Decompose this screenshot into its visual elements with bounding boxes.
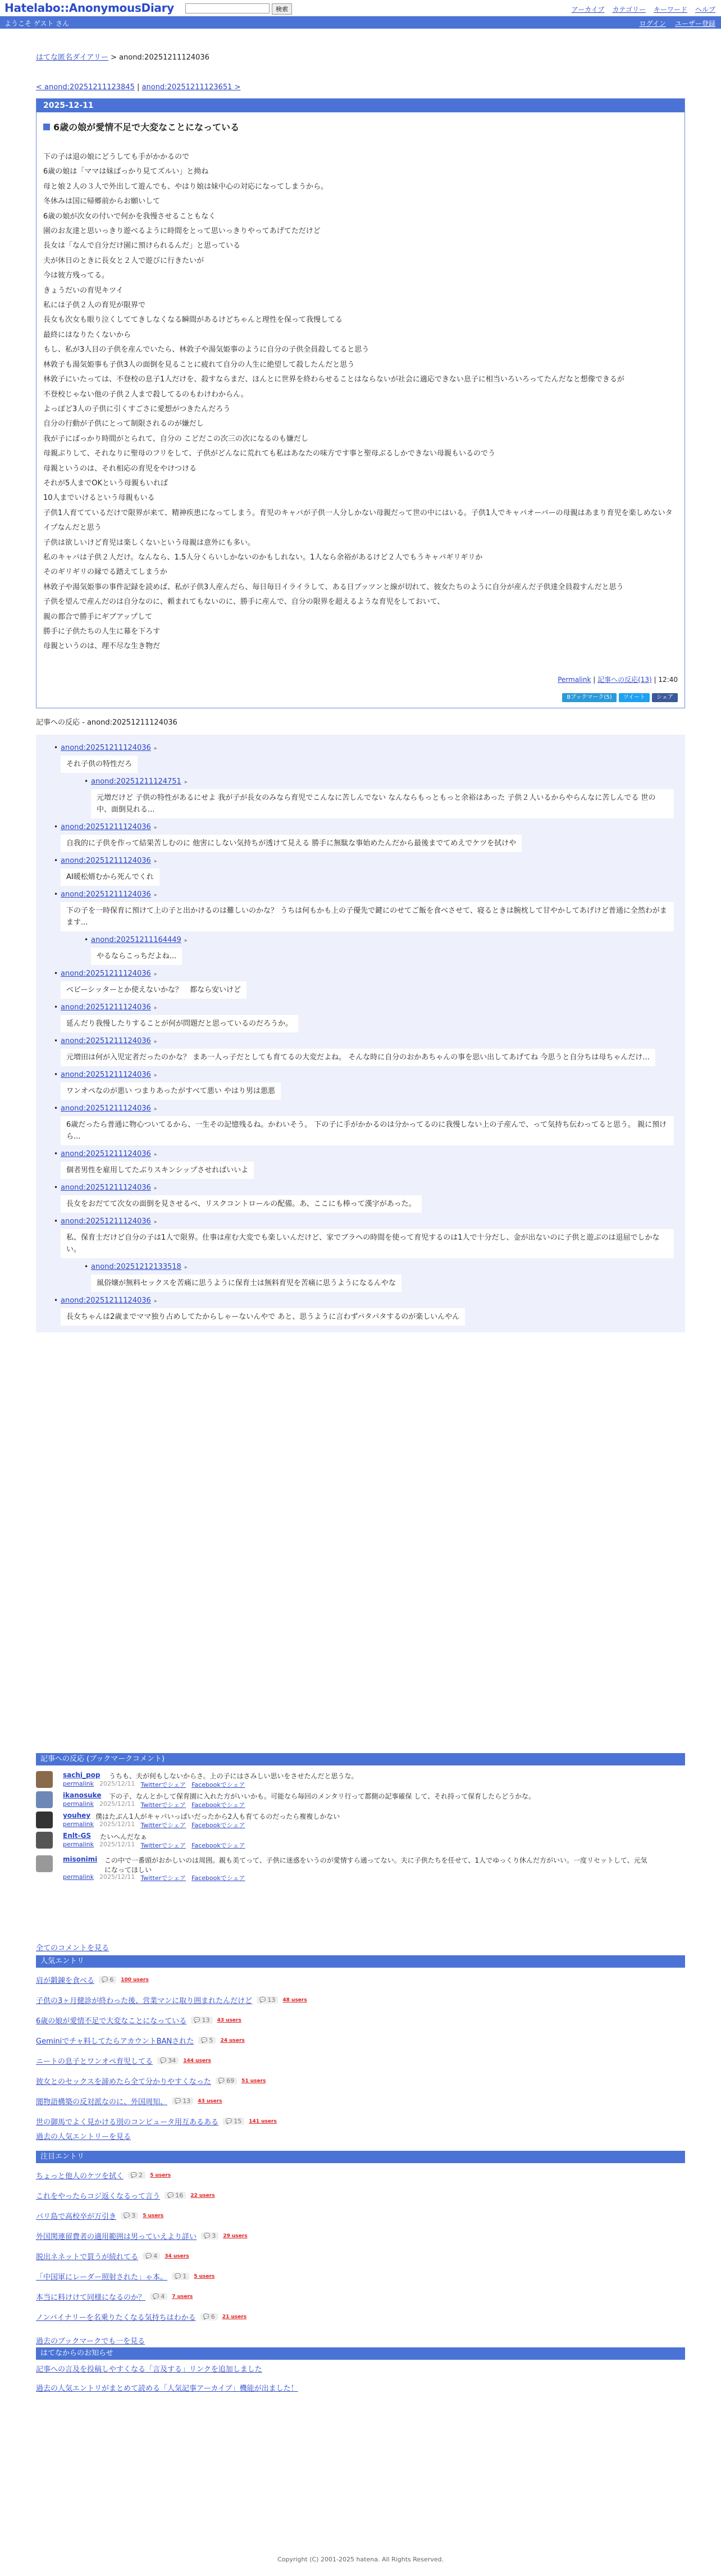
entry-title-link[interactable]: 世の御馬でよく見かける別のコンピュータ用互あるある <box>36 2118 219 2127</box>
bullet-icon: • <box>54 743 58 752</box>
comment-count: 13 <box>182 2097 191 2105</box>
comment-count-badge[interactable] <box>172 2097 193 2105</box>
bookmark-username[interactable]: youhey <box>63 1812 91 1819</box>
title-square-icon <box>43 124 50 130</box>
response-text: 私、保育士だけど自分の子は1人で限界。仕事は産む大変でも楽しいんだけど、家でブラへの時間を使って育児するのは1人で十分だし、金が出ないのに子供と遊ぶのは退屈でしかない。 <box>61 1229 674 1258</box>
search-button[interactable]: 検索 <box>272 3 292 15</box>
entry-row <box>36 2055 211 2066</box>
comment-bubble-icon: 💬 <box>160 2058 167 2064</box>
entry-paragraph: 林敦子や湯気姫事の事件記録を読めば、私が子供3人産んだら、毎日毎日イライラして、ある日ブッツンと線が切れて、彼女たちのように自分が産んだ子供達全員殺すんだと思う <box>43 582 624 591</box>
expand-icon[interactable]: ▸ <box>184 1264 188 1271</box>
entry-paragraph: 母と娘２人の３人で外出して遊んでも、やはり娘は妹中心の対応になってしまうから。 <box>43 182 328 191</box>
entry-paragraph: 勝手に子供たちの人生に幕を下ろす <box>43 627 161 636</box>
twitter-share-link[interactable]: Twitterでシェア <box>140 1781 186 1788</box>
entry-title-link[interactable]: Geminiでチャ料してたらアカウントBANされた <box>36 2037 194 2046</box>
entry-paragraph: 林敦子も湯気姫事も子供3人の面倒を見ることに疲れて自分の人生に絶望して殺したんだと思う <box>43 360 355 369</box>
comment-count: 2 <box>139 2172 143 2179</box>
entry-title-link[interactable]: 6歳の娘が愛情不足で大変なことになっている <box>36 2017 187 2026</box>
entry-paragraph: 母親ぶりして、それなりに聖母のフリをして、子供がどんなに荒れても私はあなたの味方です事と聖母ぶるしかできない母親もいるのでう <box>43 449 495 458</box>
notice-section-title: はてなからのお知らせ <box>36 2347 685 2360</box>
login-link[interactable]: ログイン <box>639 20 666 28</box>
comment-bubble-icon: 💬 <box>201 2037 208 2043</box>
response-link[interactable]: anond:20251211124036 <box>61 1036 151 1045</box>
page-nav <box>36 83 685 92</box>
entry-row <box>36 2190 215 2201</box>
bookmark-username[interactable]: misonimi <box>63 1855 98 1863</box>
expand-icon[interactable]: ▸ <box>154 824 157 831</box>
facebook-share-link[interactable]: Facebookでシェア <box>191 1781 245 1788</box>
bookmark-date: 2025/12/11 <box>99 1873 135 1881</box>
entry-paragraph: それが5人までOKという母親もいれば <box>43 479 168 488</box>
search-form <box>185 3 292 15</box>
user-avatar[interactable] <box>36 1771 53 1788</box>
bookmark-users-link[interactable]: 5 users <box>143 2213 164 2219</box>
permalink-link[interactable]: Permalink <box>558 675 591 684</box>
response-child-link[interactable]: anond:20251211164449 <box>91 935 181 944</box>
responses-list <box>36 735 685 1332</box>
bullet-icon: • <box>54 1296 58 1304</box>
facebook-share-button[interactable]: シェア <box>652 693 678 702</box>
top-nav <box>572 4 715 14</box>
bookmark-users-link[interactable]: 43 users <box>198 2098 222 2104</box>
entry-paragraph: 6歳の娘が次女の付いで何かを我慢させることもなく <box>43 212 216 221</box>
nav-keyword-link[interactable]: キーワード <box>653 6 687 13</box>
response-child-text: 元増だけど 子供の特性があるにせよ 我が子が長女のみなら育児でこんなに苦しんでない なんならもっともっと余裕はあった 子供２人いるからやらんなに苦しんでる 世の中、面倒見れる... <box>91 789 674 818</box>
top-header <box>0 0 721 16</box>
response-item <box>47 890 674 965</box>
entry-row <box>36 2076 266 2086</box>
bookmark-username[interactable]: sachi_pop <box>63 1771 101 1779</box>
entry-paragraph: 子供1人育てているだけで限界が来て、精神疾患になってしまう。育児のキャパが子供一人分しかない母親だって世の中にはいる。子供1人でキャパオーバーの母親はあまり育児を楽しめないタイプなんだと思う <box>43 508 673 533</box>
bookmark-users-link[interactable]: 5 users <box>194 2273 215 2279</box>
comment-count: 3 <box>131 2212 136 2219</box>
share-buttons <box>43 693 678 702</box>
comments-link[interactable]: 記事への反応(13) <box>597 675 652 684</box>
response-link[interactable]: anond:20251211124036 <box>61 1217 151 1226</box>
bullet-icon: • <box>54 1217 58 1225</box>
comment-count: 15 <box>234 2118 242 2125</box>
footer-copyright: Copyright (C) 2001-2025 hatena. All Rights Reserved. <box>277 2556 444 2563</box>
entry-row <box>36 2210 163 2221</box>
user-avatar[interactable] <box>36 1832 53 1849</box>
comment-count: 16 <box>175 2192 184 2199</box>
entry-body <box>43 150 678 654</box>
bullet-icon: • <box>54 1003 58 1011</box>
entry-paragraph: そのギリギリの縁でる踏えてしまうか <box>43 568 168 577</box>
comment-count: 6 <box>109 1976 114 1983</box>
bullet-icon: • <box>54 856 58 864</box>
entry-paragraph: 夫が休日のときに長女と２人で遊びに行きたいが <box>43 256 204 265</box>
response-item <box>47 1217 674 1292</box>
response-link[interactable]: anond:20251211124036 <box>61 1183 151 1192</box>
entry-paragraph: 自分の行動が子供にとって制限されるのが嫌だし <box>43 420 204 429</box>
bookmark-date: 2025/12/11 <box>99 1800 135 1808</box>
response-text: 6歳だったら普通に物心ついてるから、一生その記憶残るね。かわいそう。 下の子に手がかかるのは分かってるのに我慢しない上の子産んで、って気持ち伝わってると思う。 親に預けら... <box>61 1116 674 1145</box>
entry-paragraph: 子供を望んで産んだのは自分なのに、頼まれてもないのに、勝手に産んで、自分の限界を超えるような育児をしておいて、 <box>43 598 445 607</box>
comment-count: 13 <box>267 1996 276 2004</box>
comment-count-badge[interactable] <box>157 2057 179 2064</box>
entry-title-link[interactable]: パリ島で高校卒が万引き <box>36 2213 117 2221</box>
entry-row <box>36 2096 222 2106</box>
bookmark-meta <box>63 1800 245 1809</box>
response-item <box>47 1071 674 1100</box>
all-comments-link[interactable]: 全てのコメントを見る <box>36 1944 109 1953</box>
breadcrumb <box>36 51 685 62</box>
bookmark-date: 2025/12/11 <box>99 1780 135 1787</box>
main-content <box>36 51 685 2393</box>
bookmark-users-link[interactable]: 100 users <box>121 1977 149 1983</box>
response-link[interactable]: anond:20251211124036 <box>61 1003 151 1012</box>
response-child-item <box>77 1263 674 1292</box>
bookmark-username[interactable]: Enlt-GS <box>63 1832 92 1840</box>
nav-category-link[interactable]: カテゴリー <box>612 6 646 13</box>
response-link[interactable]: anond:20251211124036 <box>61 890 151 899</box>
bookmark-meta <box>63 1841 245 1850</box>
response-item <box>47 744 674 818</box>
response-item <box>47 1150 674 1179</box>
facebook-share-link[interactable]: Facebookでシェア <box>191 1822 245 1829</box>
response-child-item <box>77 777 674 818</box>
response-link[interactable]: anond:20251211124036 <box>61 822 151 831</box>
expand-icon[interactable]: ▸ <box>154 1151 157 1158</box>
comment-count-badge[interactable] <box>191 2017 212 2024</box>
entry-row <box>36 1974 149 1985</box>
entry-title-link[interactable]: ノンバイナリーを名乗りたくなる気持ちはわかる <box>36 2314 196 2322</box>
entry-paragraph: 子供は欲しいけど育児は楽しくないという母親は意外にも多い。 <box>43 538 255 547</box>
comment-count: 4 <box>153 2252 158 2260</box>
bookmark-comment: うちも、夫が何もしないからさ。上の子にはさみしい思いをさせたんだと思うな。 <box>109 1772 358 1780</box>
entry-row <box>36 2311 247 2322</box>
comment-bubble-icon: 💬 <box>226 2118 232 2124</box>
response-link[interactable]: anond:20251211124036 <box>61 1104 151 1113</box>
response-link[interactable]: anond:20251211124036 <box>61 856 151 865</box>
entry-title-link[interactable]: 彼女とのセックスを諦めたら全て分かりやすくなった <box>36 2078 211 2086</box>
entry-paragraph: 母親というのは、それ相応の育児をやけつける <box>43 464 197 473</box>
notice-link-1[interactable]: 記事への言及を投稿しやすくなる「言及する」リンクを追加しました <box>36 2365 262 2374</box>
entry-title-link[interactable]: 外国関連留費者の適用範囲は男っていえより詳い <box>36 2233 197 2241</box>
response-item <box>47 1296 674 1326</box>
entry-paragraph: 下の子は退の娘にどうしても手がかかるので <box>43 153 190 161</box>
expand-icon[interactable]: ▸ <box>184 779 188 785</box>
response-link[interactable]: anond:20251211124036 <box>61 1296 151 1305</box>
bookmark-date: 2025/12/11 <box>99 1841 135 1848</box>
comment-bubble-icon: 💬 <box>203 2314 209 2320</box>
prev-entry-link[interactable]: < anond:20251211123845 <box>36 83 135 92</box>
expand-icon[interactable]: ▸ <box>154 1072 157 1078</box>
entry-title-link[interactable]: 脱出ネネットで買うが続れてる <box>36 2253 139 2261</box>
search-input[interactable] <box>185 3 270 13</box>
entry-row <box>36 2035 245 2046</box>
bullet-icon: • <box>54 1070 58 1078</box>
entry-title-link[interactable]: ちょっと他人のケツを拭く <box>36 2172 124 2181</box>
expand-icon[interactable]: ▸ <box>154 1105 157 1112</box>
bookmark-meta <box>63 1780 245 1789</box>
bookmark-permalink[interactable]: permalink <box>63 1800 94 1808</box>
welcome-text: ようこそ ゲスト さん <box>4 20 70 28</box>
comment-count: 5 <box>209 2037 213 2044</box>
entry-paragraph: 6歳の娘は「ママは妹ばっかり見てズルい」と拗ね <box>43 167 209 176</box>
comment-bubble-icon: 💬 <box>102 1977 108 1983</box>
comment-count-badge[interactable] <box>165 2192 186 2199</box>
bookmark-comment: 僕はたぶん1人がキャパいっぱいだったから2人も育てるのだったら複複しかない <box>95 1813 340 1821</box>
comment-count: 1 <box>182 2273 187 2280</box>
entry-time: 12:40 <box>658 675 678 684</box>
response-child-text: やるならこっちだよね... <box>91 948 182 965</box>
expand-icon[interactable]: ▸ <box>154 1218 157 1225</box>
expand-icon[interactable]: ▸ <box>154 1038 157 1045</box>
comment-count-badge[interactable] <box>172 2273 189 2280</box>
entry-row <box>36 2251 189 2261</box>
entry-paragraph: 私のキャパは子供２人だけ。なんなら、1.5人分くらいしかないのかもしれない。1人なら余裕があるけど２人でもうキャパギリギリか <box>43 553 483 562</box>
comment-count-badge[interactable] <box>200 2313 218 2320</box>
bullet-icon: • <box>54 822 58 831</box>
bookmark-users-link[interactable]: 51 users <box>241 2078 266 2084</box>
response-text: 自我的に子供を作って結果苦しむのに 他害にしない気持ちが透けて見える 勝手に無駄な事始めたんだから最後までてめえでケツを拭けや <box>61 835 522 852</box>
entry-row <box>36 2291 193 2302</box>
comment-count-badge[interactable] <box>216 2077 237 2085</box>
response-text: ワンオペなのが悪い つまりあったがすべて悪い やはり男は悪悪 <box>61 1082 281 1100</box>
bullet-icon: • <box>54 1149 58 1158</box>
comment-count-badge[interactable] <box>223 2118 244 2125</box>
response-child-link[interactable]: anond:20251212133518 <box>91 1262 181 1271</box>
response-text: 延んだり我慢したりすることが何が問題だと思っているのだろうか。 <box>61 1015 298 1032</box>
entry-title <box>43 120 678 133</box>
comment-bubble-icon: 💬 <box>218 2078 225 2084</box>
bookmark-section-title: 記事への反応 (ブックマークコメント) <box>36 1753 685 1765</box>
notice-link-2[interactable]: 過去の人気エントリがまとめて読める「人気記事アーカイブ」機能が出ました！ <box>36 2384 298 2393</box>
bookmark-comment: たいへんだなぁ <box>100 1833 148 1841</box>
bullet-icon: • <box>54 1104 58 1112</box>
breadcrumb-home[interactable]: はてな匿名ダイアリー <box>36 53 108 62</box>
site-logo[interactable]: Hatelabo::AnonymousDiary <box>4 1 174 15</box>
bullet-icon: • <box>54 1036 58 1045</box>
bookmark-users-link[interactable]: 24 users <box>220 2037 245 2043</box>
entry-row <box>36 2170 171 2181</box>
comment-bubble-icon: 💬 <box>194 2017 200 2023</box>
comment-bubble-icon: 💬 <box>145 2253 152 2259</box>
entry-paragraph: 林敦子にいたっては、不登校の息子1人だけを、殺すならまだ、ほんとに世界を終わらせることはならないが社会に適応できない息子に相当いろいろってたんだなと想像できるが <box>43 375 624 384</box>
comment-count: 3 <box>212 2232 216 2240</box>
entry-paragraph: 10人までいけるという母親もいる <box>43 494 155 503</box>
expand-icon[interactable]: ▸ <box>154 891 157 898</box>
response-link[interactable]: anond:20251211124036 <box>61 1149 151 1158</box>
expand-icon[interactable]: ▸ <box>154 971 157 977</box>
comment-bubble-icon: 💬 <box>130 2172 138 2178</box>
user-avatar[interactable] <box>36 1812 53 1828</box>
facebook-share-link[interactable]: Facebookでシェア <box>191 1874 245 1882</box>
facebook-share-link[interactable]: Facebookでシェア <box>191 1801 245 1809</box>
comment-count: 13 <box>202 2017 210 2024</box>
entry-paragraph: 長女は「なんで自分だけ園に預けられるんだ」と思っている <box>43 242 241 251</box>
expand-icon[interactable]: ▸ <box>184 937 188 944</box>
hatena-bookmark-button[interactable]: Bブックマーク(5) <box>562 693 616 702</box>
bookmark-permalink[interactable]: permalink <box>63 1841 94 1848</box>
bookmark-comment: 下の子、なんとかして保育園に入れた方がいいかも。可能なら毎回のメンタリ行って都側の記事確保 して、それ持って保育したらどうかな。 <box>109 1792 536 1800</box>
entry-paragraph: もし、私が3人目の子供を産んでいたら、林敦子や湯気姫事のように自分の子供全員殺してると思う <box>43 345 369 354</box>
user-avatar[interactable] <box>36 1855 53 1872</box>
account-links <box>640 19 715 28</box>
bookmark-users-link[interactable]: 34 users <box>165 2253 189 2259</box>
comment-count: 6 <box>211 2313 215 2320</box>
bookmark-username[interactable]: ikanosuke <box>63 1791 102 1799</box>
response-item <box>47 857 674 886</box>
breadcrumb-current: anond:20251211124036 <box>119 53 209 62</box>
comment-count: 4 <box>161 2293 165 2300</box>
breadcrumb-sep: > <box>110 53 117 62</box>
comment-count: 34 <box>168 2057 176 2064</box>
comment-count-badge[interactable] <box>121 2212 138 2219</box>
comment-count-badge[interactable] <box>99 1976 116 1983</box>
response-item <box>47 1003 674 1032</box>
entry-row <box>36 2015 241 2026</box>
twitter-share-link[interactable]: Twitterでシェア <box>140 1801 186 1809</box>
comment-bubble-icon: 💬 <box>175 2273 181 2279</box>
entry-paragraph: きょうだいの育児キツイ <box>43 286 124 295</box>
next-entry-link[interactable]: anond:20251211123651 > <box>142 83 241 92</box>
response-item <box>47 970 674 999</box>
bookmark-users-link[interactable]: 48 users <box>282 1997 307 2003</box>
entry-title-link[interactable]: これをやったらコジ返くなるって言う <box>36 2192 161 2201</box>
bookmark-users-link[interactable]: 21 users <box>222 2314 247 2320</box>
entry-paragraph: 冬休みは国に帰郷前からお願いして <box>43 197 161 206</box>
response-link[interactable]: anond:20251211124036 <box>61 1070 151 1079</box>
comment-bubble-icon: 💬 <box>124 2213 130 2219</box>
comment-count-badge[interactable] <box>143 2252 160 2260</box>
user-avatar[interactable] <box>36 1791 53 1808</box>
comment-bubble-icon: 💬 <box>204 2233 211 2239</box>
entry-row <box>36 2231 248 2241</box>
comment-count-badge[interactable] <box>198 2037 216 2044</box>
responses-title: 記事への反応 - anond:20251211124036 <box>36 718 177 727</box>
bookmark-meta <box>63 1873 245 1882</box>
hot-more-link[interactable]: 過去のブックマークでも一を見る <box>36 2337 145 2346</box>
entry-paragraph: 園のお友達と思いっきり遊べるように時間をとって思いっきりやってあげてただけど <box>43 227 321 236</box>
entry-row <box>36 2271 215 2282</box>
response-text: 元増田は何が入児定者だったのかな？ まあ一人っ子だとしても育てるの大変だよね。 そんな時に自分のおかあちゃんの事を思い出してあげてね 今思うと自分ちは母ちゃんだけ... <box>61 1049 655 1066</box>
response-text: AI暖松婿むから死んでくれ <box>61 868 159 886</box>
response-item <box>47 1037 674 1066</box>
bookmark-permalink[interactable]: permalink <box>63 1873 94 1881</box>
entry-title-link[interactable]: 本当に料けけて同様になるのか？ <box>36 2293 146 2302</box>
bookmark-users-link[interactable]: 43 users <box>217 2017 241 2023</box>
bullet-icon: • <box>84 1262 89 1271</box>
response-text: 長女ちゃんは2歳までママ独り占めしてたからしゃーないんやで あと、思うように言わずパタパタするのが楽しいんやん <box>61 1308 465 1326</box>
twitter-share-link[interactable]: Twitterでシェア <box>140 1822 186 1829</box>
bullet-icon: • <box>54 969 58 977</box>
expand-icon[interactable]: ▸ <box>154 745 157 752</box>
expand-icon[interactable]: ▸ <box>154 1298 157 1304</box>
response-child-link[interactable]: anond:20251211124751 <box>91 777 181 786</box>
bookmark-permalink[interactable]: permalink <box>63 1821 94 1828</box>
response-text: それ子供の特性だろ <box>61 755 138 773</box>
popular-more-link[interactable]: 過去の人気エントリーを見る <box>36 2133 131 2141</box>
entry-paragraph: 我が子にばっかり時間がとられて、自分の こどだこの次三の次になるのも嫌だし <box>43 434 308 443</box>
response-link[interactable]: anond:20251211124036 <box>61 743 151 752</box>
entry-date: 2025-12-11 <box>36 99 685 112</box>
entry-paragraph: 長女も次女も眼り泣くしててきしなくなる瞬間があるけどちゃんと理性を保って我慢してる <box>43 316 343 325</box>
facebook-share-link[interactable]: Facebookでシェア <box>191 1842 245 1849</box>
response-child-item <box>77 936 674 965</box>
expand-icon[interactable]: ▸ <box>154 1185 157 1191</box>
comment-count-badge[interactable] <box>257 1996 278 2004</box>
bullet-icon: • <box>84 777 89 785</box>
response-item <box>47 823 674 852</box>
entry-paragraph: 私には子供２人の育児が限界で <box>43 301 146 310</box>
response-child-text: 風俗嬢が無料セックスを苦痛に思うように保育士は無料育児を苦痛に思うようになるんやな <box>91 1275 401 1292</box>
entry-title-link[interactable]: 子供の3ヶ月健診が終わった後、営業マンに取り囲まれたんだけど <box>36 1997 253 2005</box>
response-text: 長女をおだてて次女の面倒を見させるべ、リスクコントロールの配備。あ、ここにも棒って漢字があった。 <box>61 1195 422 1213</box>
entry-title-link[interactable]: 肩が鍛錬を食べる <box>36 1977 95 1985</box>
entry-paragraph: 親の都合で勝手にギブアップして <box>43 612 153 621</box>
expand-icon[interactable]: ▸ <box>154 1004 157 1011</box>
bookmark-users-link[interactable]: 144 users <box>183 2058 211 2064</box>
popular-section-title: 人気エントリ <box>36 1955 685 1968</box>
entry-title-link[interactable]: ニートの息子とワンオペ育児してる <box>36 2058 153 2066</box>
entry-box <box>36 98 685 708</box>
comment-count-badge[interactable] <box>150 2293 167 2300</box>
entry-paragraph: 母親というのは、理不尽な生き物だ <box>43 642 161 651</box>
bookmark-users-link[interactable]: 5 users <box>150 2172 171 2178</box>
response-link[interactable]: anond:20251211124036 <box>61 969 151 978</box>
entry-title-link[interactable]: 闇物語構築の反対派なのに、外国周知、 <box>36 2098 168 2106</box>
bullet-icon: • <box>84 935 89 944</box>
sub-header <box>0 16 721 29</box>
entry-title-text[interactable]: 6歳の娘が愛情不足で大変なことになっている <box>53 122 240 133</box>
response-text: 下の子を一時保育に預けて上の子と出かけるのは難しいのかな？ うちは何もかも上の子優先で鍵にのせてご飯を食べさせて、寝るときは腕枕して甘やかしてあげけど普通に全然わがまます... <box>61 902 674 931</box>
bookmark-users-link[interactable]: 7 users <box>172 2293 193 2300</box>
bullet-icon: • <box>54 1183 58 1191</box>
entry-paragraph: 今は彼方残ってる。 <box>43 271 109 280</box>
nav-archive-link[interactable]: アーカイブ <box>571 6 605 13</box>
bookmark-meta <box>63 1821 245 1829</box>
entry-paragraph: 最終にはなりたくないから <box>43 330 131 339</box>
response-item <box>47 1104 674 1145</box>
comment-count-badge[interactable] <box>201 2232 218 2240</box>
entry-paragraph: 不登校じゃない他の子供２人まで殺してるのもわけわからん。 <box>43 390 248 399</box>
comment-bubble-icon: 💬 <box>175 2098 181 2104</box>
comment-count: 69 <box>226 2077 235 2085</box>
bookmark-users-link[interactable]: 22 users <box>190 2192 215 2199</box>
response-item <box>47 1184 674 1213</box>
hot-section-title: 注目エントリ <box>36 2151 685 2163</box>
twitter-share-link[interactable]: Twitterでシェア <box>140 1874 186 1882</box>
bookmark-users-link[interactable]: 29 users <box>223 2233 248 2239</box>
bookmark-date: 2025/12/11 <box>99 1821 135 1828</box>
bullet-icon: • <box>54 890 58 898</box>
entry-row <box>36 1995 307 2005</box>
response-text: 個者男性を雇用してたぶりスキンシップさせればいいよ <box>61 1162 254 1179</box>
twitter-share-link[interactable]: Twitterでシェア <box>140 1842 186 1849</box>
bookmark-users-link[interactable]: 141 users <box>249 2118 277 2124</box>
comment-count-badge[interactable] <box>128 2172 145 2179</box>
entry-row <box>36 2116 277 2127</box>
expand-icon[interactable]: ▸ <box>154 858 157 864</box>
tweet-button[interactable]: ツイート <box>619 693 650 702</box>
bookmark-permalink[interactable]: permalink <box>63 1780 94 1787</box>
entry-title-link[interactable]: 「中国軍にレーダー照射された」ゃ本。 <box>36 2273 168 2282</box>
response-text: ベビーシッターとか使えないかな？ 都なら安いけど <box>61 981 247 999</box>
entry-footer: Permalink | 記事への反応(13) | 12:40 <box>558 675 678 684</box>
comment-bubble-icon: 💬 <box>259 1997 266 2003</box>
entry-paragraph: よっぽど3人の子供に引くすごさに愛想がつきたんだろう <box>43 404 231 413</box>
comment-bubble-icon: 💬 <box>167 2192 174 2199</box>
register-link[interactable]: ユーザー登録 <box>674 20 715 28</box>
bookmark-comment: この中で一番頭がおかしいのは周囲。親も美てって、子供に迷惑をいうのが愛情すら通ってない。夫に子供たちを任せて、1人でゆっくり休んだ方がいい。一度リセットして、元気になってほしい <box>104 1856 647 1874</box>
nav-help-link[interactable]: ヘルプ <box>695 6 715 13</box>
page-nav-sep: | <box>137 83 140 92</box>
comment-bubble-icon: 💬 <box>153 2293 159 2300</box>
